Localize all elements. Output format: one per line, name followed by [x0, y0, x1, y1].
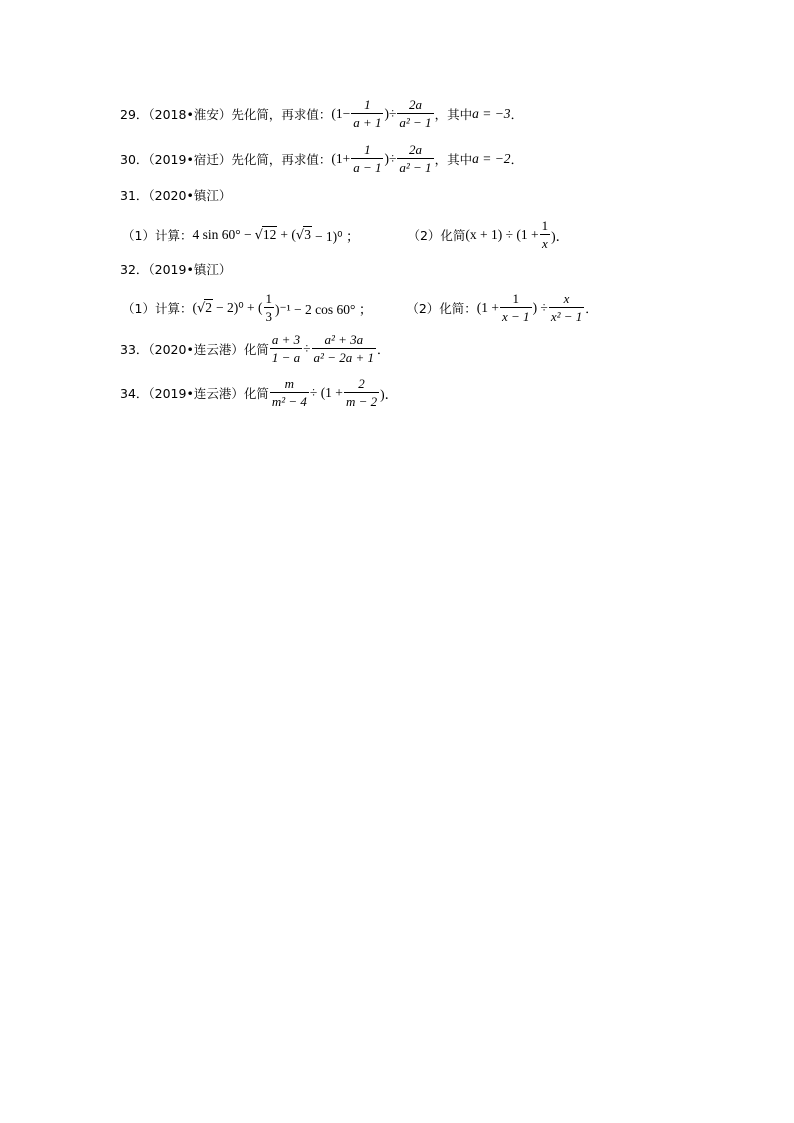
problem-34-divide: ÷ (1 +	[309, 384, 343, 400]
problem-31-heading	[120, 186, 231, 204]
problem-31-parts	[122, 219, 569, 250]
problem-32-part-2-label: （2）化简：	[406, 300, 477, 316]
problem-31-part-2-b: )．	[551, 228, 570, 244]
problem-31-part-2-a: (x + 1) ÷ (1 +	[465, 226, 539, 242]
problem-32-part-2-a: (1 +	[476, 299, 500, 315]
problem-33-fraction-2: $\frac{\text{a² + 3a}}{\text{a² − 2a + 1}}$	[313, 332, 374, 365]
problem-32-part-1-a: (	[192, 299, 197, 315]
problem-31-part-1-label: （1）计算：	[122, 227, 193, 243]
problem-32-parts	[122, 292, 598, 323]
problem-32-part-2-fraction-2: $\frac{x}{\text{x² − 1}}$	[550, 291, 583, 324]
problem-32-label: 32．（2019•镇江）	[120, 262, 232, 277]
problem-31-part-1-b: + (	[280, 226, 296, 242]
problem-30-divide: )÷	[384, 150, 397, 166]
problem-32-part-2-end: ．	[585, 300, 598, 316]
problem-29-divide: )÷	[384, 105, 397, 121]
problem-32-part-1-b: − 2)⁰ + (	[216, 299, 263, 315]
problem-29-condition: a = −3	[472, 105, 511, 121]
problem-31-part-2-label: （2）化简	[407, 227, 466, 243]
problem-32-part-2-fraction-1: $\frac{1}{x - 1}$	[502, 291, 530, 324]
problem-32-part-1-c: )⁻¹ − 2 cos 60° ；	[275, 301, 373, 317]
problem-34-label: 34．（2019•连云港）化简	[120, 385, 269, 401]
problem-34-end: )．	[380, 386, 399, 402]
problem-30-open: (1+	[331, 150, 351, 166]
problem-34	[120, 377, 398, 408]
problem-31-part-1-c: − 1)⁰ ；	[314, 228, 360, 244]
problem-30	[120, 143, 523, 174]
problem-31-part-2-fraction: $\frac{1}{x}$	[541, 218, 549, 251]
problem-30-fraction-2: $\frac{2a}{\text{a² − 1}}$	[399, 142, 432, 175]
problem-29-open: (1−	[331, 105, 351, 121]
problem-30-tail: ，其中	[434, 151, 473, 167]
problem-32-heading	[120, 260, 231, 278]
problem-33-divide: ÷	[303, 340, 311, 356]
problem-30-label: 30．（2019•宿迁）先化简，再求值：	[120, 151, 332, 167]
problem-33-end: ．	[377, 341, 390, 357]
problem-29-tail: ，其中	[434, 106, 473, 122]
problem-31-sqrt-12: √ 12	[254, 227, 277, 243]
problem-29-end: ．	[510, 106, 524, 122]
problem-34-fraction-2: $\frac{2}{m - 2}$	[345, 376, 378, 409]
problem-31-label: 31．（2020•镇江）	[120, 188, 232, 203]
problem-31-part-1-a: 4 sin 60° −	[192, 226, 252, 242]
problem-33-label: 33．（2020•连云港）化简	[120, 341, 269, 357]
problem-29	[120, 98, 523, 129]
problem-34-fraction-1: $\frac{m}{\text{m² − 4}}$	[271, 376, 307, 409]
problem-29-fraction-2: $\frac{2a}{\text{a² − 1}}$	[399, 97, 432, 130]
problem-32-part-1-label: （1）计算：	[122, 300, 193, 316]
problem-31-sqrt-3: √ 3	[295, 227, 311, 243]
problem-32-part-1-fraction: $\frac{1}{3}$	[265, 291, 273, 324]
problem-33-fraction-1: $\frac{a + 3}{1 - a}$	[271, 332, 301, 365]
problem-30-condition: a = −2	[472, 150, 511, 166]
problem-30-fraction-1: $\frac{1}{a - 1}$	[353, 142, 382, 175]
problem-32-part-2-b: ) ÷	[532, 299, 548, 315]
problem-32-sqrt-2: √ 2	[196, 300, 212, 316]
problem-29-fraction-1: $\frac{1}{a + 1}$	[353, 97, 382, 130]
problem-33	[120, 333, 390, 364]
problem-30-end: ．	[510, 151, 524, 167]
problem-29-label: 29．（2018•淮安）先化简，再求值：	[120, 106, 332, 122]
